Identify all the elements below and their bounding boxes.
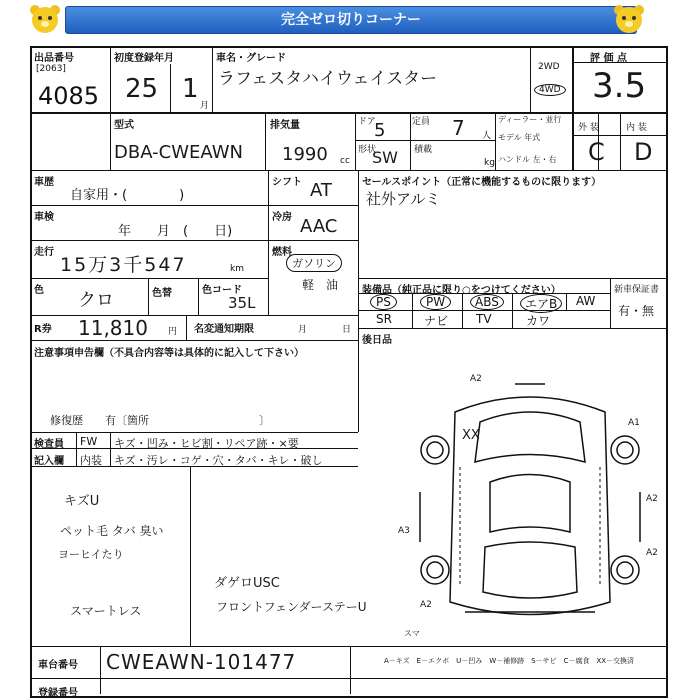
inspection-label: 車検 (34, 212, 54, 223)
handle-label: ハンドル 左・右 (498, 155, 557, 164)
remark-scratch: キズU (64, 494, 100, 509)
remark-smartless: スマートレス (70, 604, 142, 618)
color-label: 色 (34, 285, 44, 296)
cc-unit: cc (340, 156, 350, 166)
model-label: 型式 (114, 120, 134, 131)
mileage-value: 15万3千547 (60, 254, 187, 276)
mark-a2-right: A2 (646, 494, 658, 504)
km-unit: km (230, 264, 244, 274)
capacity-value: 7 (452, 116, 465, 140)
checker-fw: FW (80, 435, 98, 448)
checker-label-2: 記入欄 (34, 456, 64, 467)
exterior-value: C (588, 138, 605, 166)
equip-leather: カワ (526, 314, 551, 328)
usage-value: 自家用・( ) (70, 188, 185, 203)
car-name-value: ラフェスタハイウェイスター (218, 69, 438, 89)
mark-a1: A1 (628, 418, 640, 428)
color-value: クロ (78, 290, 114, 311)
score-label: 評 価 点 (590, 53, 627, 64)
lot-number: 4085 (38, 82, 100, 110)
sales-point-value: 社外アルミ (366, 190, 441, 208)
shape-label: 形状 (358, 145, 377, 155)
equip-navi: ナビ (424, 314, 449, 328)
model-value: DBA-CWEAWN (114, 142, 243, 163)
recycle-label: R券 (34, 324, 52, 335)
yen-unit: 円 (168, 327, 178, 337)
lot-label: 出品番号 (34, 53, 74, 64)
interior-label: 内 装 (626, 123, 647, 133)
plate-label: 登録番号 (38, 688, 78, 699)
usage-label: 車歴 (34, 177, 54, 188)
equipment-label: 装備品（純正品に限り○をつけてください） (362, 285, 561, 296)
recycle-value: 11,810 (78, 316, 148, 340)
fuel-gas: ガソリン (286, 254, 342, 272)
model-year-label: モデル 年式 (498, 133, 541, 142)
interior-value: D (634, 138, 653, 166)
car-name-label: 車名・グレード (216, 53, 286, 64)
month-unit: 月 (200, 101, 210, 111)
aircon-value: AAC (300, 216, 338, 237)
color-change-label: 色替 (152, 288, 172, 299)
drive-2wd: 2WD (538, 62, 560, 72)
equip-pw: PW (420, 294, 451, 310)
remark-misc: ヨーヒイたり (58, 548, 124, 561)
load-label: 積載 (414, 145, 433, 155)
capacity-unit: 人 (482, 131, 492, 141)
first-reg-month: 1 (182, 74, 199, 104)
fuel-diesel: 軽 油 (302, 278, 339, 292)
mark-smart: スマ (404, 629, 420, 638)
equip-tv: TV (476, 312, 492, 326)
capacity-label: 定員 (412, 117, 431, 127)
mark-a2-rear: A2 (646, 548, 658, 558)
warranty-label: 新車保証書 (614, 285, 660, 295)
name-change-month: 月 (298, 325, 308, 335)
aircon-label: 冷房 (272, 212, 292, 223)
damage-legend: A－キズ E－エクボ U－凹み W－補修跡 S－サビ C－腐食 XX－交換済 (384, 657, 635, 665)
repair-history: 修復歴 有〔箇所 〕 (50, 414, 270, 427)
equip-airbag: エアB (520, 294, 562, 313)
drive-4wd: 4WD (534, 84, 566, 96)
first-reg-year: 25 (125, 74, 159, 104)
name-change-day: 日 (342, 325, 352, 335)
rear-seat-label: 後日品 (362, 335, 392, 346)
bear-mascot-right-icon (612, 3, 646, 35)
checker-label-1: 検査員 (34, 439, 64, 450)
mark-a3: A3 (398, 526, 410, 536)
shift-label: シフト (272, 177, 302, 188)
doors-value: 5 (374, 120, 386, 141)
shape-value: SW (372, 148, 398, 167)
load-unit: kg (484, 158, 495, 168)
checker-inner: 内装 (80, 454, 102, 467)
fuel-label: 燃料 (272, 247, 292, 258)
mileage-label: 走行 (34, 247, 54, 258)
car-diagram (395, 372, 665, 652)
bear-mascot-left-icon (28, 3, 62, 35)
equip-sr: SR (376, 312, 392, 326)
color-code-value: 35L (228, 294, 256, 312)
exterior-label: 外 装 (578, 123, 599, 133)
remark-dent: ダゲロUSC (214, 576, 280, 591)
warranty-value: 有・無 (618, 304, 655, 318)
chassis-label: 車台番号 (38, 660, 78, 671)
checker-items-1: キズ・凹み・ヒビ割・リペア跡・×要 (114, 437, 299, 450)
equip-abs: ABS (470, 294, 504, 310)
dealer-label: ディーラー・並行 (498, 115, 562, 124)
remark-pet: ペット毛 タバ 臭い (60, 524, 164, 538)
page-title: 完全ゼロ切りコーナー (65, 6, 637, 34)
sales-point-label: セールスポイント（正常に機能するものに限ります） (362, 177, 602, 188)
name-change-label: 名変通知期限 (194, 324, 254, 335)
score-value: 3.5 (592, 66, 647, 106)
mark-a2-bumper: A2 (420, 600, 432, 610)
checker-items-2: キズ・汚レ・コゲ・穴・タバ・キレ・破し (114, 454, 323, 467)
doors-label: ドア (358, 117, 376, 127)
chassis-value: CWEAWN-101477 (106, 650, 297, 674)
first-reg-label: 初度登録年月 (114, 53, 174, 64)
mark-xx: XX (462, 428, 480, 443)
displacement-value: 1990 (282, 144, 328, 165)
equip-ps: PS (370, 294, 397, 310)
inspection-value: 年 月 ( 日) (118, 224, 233, 239)
shift-value: AT (310, 180, 332, 201)
lot-code: [2063] (36, 64, 66, 74)
color-code-label: 色コード (202, 285, 242, 296)
notes-label: 注意事項申告欄（不具合内容等は具体的に記入して下さい） (34, 348, 304, 359)
displacement-label: 排気量 (270, 120, 300, 131)
equip-aw: AW (576, 294, 596, 308)
remark-fender: フロントフェンダーステーU (216, 600, 367, 614)
mark-a2-front: A2 (470, 374, 482, 384)
